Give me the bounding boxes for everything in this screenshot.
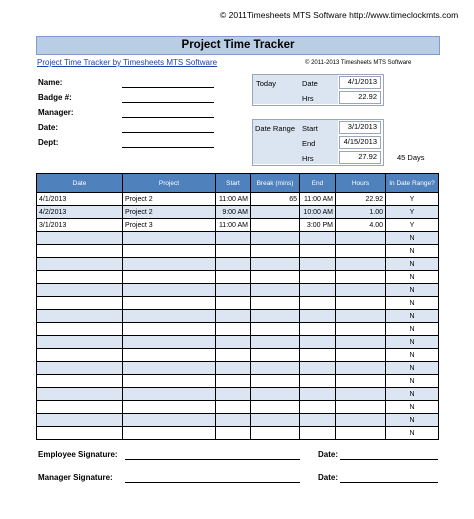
table-cell[interactable]: [216, 310, 251, 323]
table-cell[interactable]: [37, 258, 123, 271]
table-cell[interactable]: [123, 336, 216, 349]
table-cell[interactable]: N: [386, 310, 439, 323]
table-cell[interactable]: [336, 232, 386, 245]
date-field[interactable]: [122, 131, 214, 133]
table-cell[interactable]: [336, 336, 386, 349]
table-cell[interactable]: [251, 401, 300, 414]
manager-label: Manager:: [38, 108, 74, 117]
table-cell[interactable]: [216, 297, 251, 310]
table-cell[interactable]: Project 2: [123, 206, 216, 219]
table-cell[interactable]: Y: [386, 193, 439, 206]
table-cell[interactable]: N: [386, 349, 439, 362]
table-cell[interactable]: [251, 336, 300, 349]
badge-field[interactable]: [122, 101, 214, 103]
employee-date-field[interactable]: [340, 458, 438, 460]
table-cell[interactable]: [251, 297, 300, 310]
table-cell[interactable]: [336, 375, 386, 388]
table-cell[interactable]: [216, 258, 251, 271]
table-cell[interactable]: [251, 375, 300, 388]
table-row: [37, 414, 439, 427]
table-cell[interactable]: [123, 388, 216, 401]
table-cell[interactable]: [216, 232, 251, 245]
table-cell[interactable]: [336, 414, 386, 427]
table-cell[interactable]: [37, 388, 123, 401]
table-row: [37, 362, 439, 375]
table-cell[interactable]: [336, 388, 386, 401]
table-row: [37, 323, 439, 336]
manager-date-label: Date:: [318, 473, 339, 482]
table-cell[interactable]: [216, 271, 251, 284]
table-cell[interactable]: 22.92: [336, 193, 386, 206]
table-cell[interactable]: 9:00 AM: [216, 206, 251, 219]
table-cell[interactable]: [37, 245, 123, 258]
table-cell[interactable]: [336, 297, 386, 310]
table-cell[interactable]: [300, 297, 336, 310]
table-cell[interactable]: [336, 271, 386, 284]
table-cell[interactable]: [216, 323, 251, 336]
column-header: Start: [216, 174, 251, 193]
table-cell[interactable]: [37, 427, 123, 440]
table-row: [37, 193, 439, 206]
table-cell[interactable]: [300, 401, 336, 414]
table-cell[interactable]: [300, 375, 336, 388]
table-row: [37, 388, 439, 401]
table-cell[interactable]: 11:00 AM: [216, 193, 251, 206]
table-cell[interactable]: N: [386, 336, 439, 349]
table-cell[interactable]: [216, 427, 251, 440]
table-cell[interactable]: [123, 232, 216, 245]
table-cell[interactable]: [123, 323, 216, 336]
table-cell[interactable]: N: [386, 414, 439, 427]
table-cell[interactable]: [251, 427, 300, 440]
table-cell[interactable]: [300, 362, 336, 375]
table-cell[interactable]: [123, 297, 216, 310]
table-cell[interactable]: [37, 362, 123, 375]
table-cell[interactable]: [37, 271, 123, 284]
table-cell[interactable]: [336, 349, 386, 362]
table-cell[interactable]: N: [386, 271, 439, 284]
table-cell[interactable]: [123, 349, 216, 362]
badge-label: Badge #:: [38, 93, 72, 102]
table-cell[interactable]: [216, 375, 251, 388]
table-cell[interactable]: [300, 388, 336, 401]
table-cell[interactable]: [37, 297, 123, 310]
table-cell[interactable]: [216, 349, 251, 362]
table-cell[interactable]: 65: [251, 193, 300, 206]
employee-signature-label: Employee Signature:: [38, 450, 118, 459]
table-cell[interactable]: [251, 310, 300, 323]
table-cell[interactable]: N: [386, 258, 439, 271]
copyright-text: © 2011-2013 Timesheets MTS Software: [305, 60, 412, 66]
table-cell[interactable]: [300, 336, 336, 349]
table-cell[interactable]: [37, 414, 123, 427]
table-cell[interactable]: N: [386, 427, 439, 440]
table-cell[interactable]: [37, 284, 123, 297]
table-cell[interactable]: [251, 388, 300, 401]
table-row: [37, 284, 439, 297]
manager-field[interactable]: [122, 116, 214, 118]
table-cell[interactable]: [336, 245, 386, 258]
table-cell[interactable]: N: [386, 362, 439, 375]
table-cell[interactable]: [251, 323, 300, 336]
table-cell[interactable]: [123, 271, 216, 284]
table-row: [37, 232, 439, 245]
table-cell[interactable]: [37, 349, 123, 362]
employee-date-label: Date:: [318, 450, 339, 459]
table-row: [37, 310, 439, 323]
table-cell[interactable]: 10:00 AM: [300, 206, 336, 219]
dept-field[interactable]: [122, 146, 214, 148]
range-start-value: 3/1/2013: [339, 121, 381, 134]
table-cell[interactable]: [251, 219, 300, 232]
range-end-value: 4/15/2013: [339, 136, 381, 149]
table-cell[interactable]: [300, 414, 336, 427]
table-cell[interactable]: [251, 206, 300, 219]
name-field[interactable]: [122, 86, 214, 88]
table-cell[interactable]: Project 2: [123, 193, 216, 206]
column-header: In Date Range?: [386, 174, 439, 193]
table-cell[interactable]: [123, 310, 216, 323]
table-header-row: [37, 174, 439, 193]
column-header: Hours: [336, 174, 386, 193]
table-cell[interactable]: [251, 414, 300, 427]
table-cell[interactable]: [300, 232, 336, 245]
table-cell[interactable]: [300, 245, 336, 258]
table-cell[interactable]: 1.00: [336, 206, 386, 219]
table-cell[interactable]: Y: [386, 219, 439, 232]
table-cell[interactable]: 11:00 AM: [216, 219, 251, 232]
date-label: Date:: [38, 123, 59, 132]
today-date-label: Date: [302, 79, 318, 88]
table-row: [37, 297, 439, 310]
table-row: [37, 206, 439, 219]
table-cell[interactable]: [216, 388, 251, 401]
table-cell[interactable]: [336, 401, 386, 414]
table-cell[interactable]: N: [386, 232, 439, 245]
table-cell[interactable]: [123, 414, 216, 427]
name-label: Name:: [38, 78, 63, 87]
table-cell[interactable]: [251, 349, 300, 362]
table-row: [37, 427, 439, 440]
table-cell[interactable]: [336, 310, 386, 323]
page-title: Project Time Tracker: [36, 36, 440, 55]
dept-label: Dept:: [38, 138, 59, 147]
table-row: [37, 349, 439, 362]
today-hrs-label: Hrs: [302, 94, 314, 103]
range-hrs-value: 27.92: [339, 151, 381, 164]
table-cell[interactable]: [123, 375, 216, 388]
table-row: [37, 245, 439, 258]
table-cell[interactable]: [123, 258, 216, 271]
table-cell[interactable]: [216, 414, 251, 427]
table-row: [37, 375, 439, 388]
table-cell[interactable]: [216, 284, 251, 297]
table-row: [37, 258, 439, 271]
table-cell[interactable]: [336, 284, 386, 297]
today-hrs-value: 22.92: [339, 91, 381, 104]
table-cell[interactable]: [300, 258, 336, 271]
table-cell[interactable]: N: [386, 297, 439, 310]
table-cell[interactable]: [336, 427, 386, 440]
table-cell[interactable]: [300, 323, 336, 336]
table-cell[interactable]: [37, 310, 123, 323]
table-cell[interactable]: [216, 401, 251, 414]
table-cell[interactable]: [336, 258, 386, 271]
manager-signature-field[interactable]: [125, 481, 300, 483]
range-hrs-label: Hrs: [302, 154, 314, 163]
table-cell[interactable]: N: [386, 388, 439, 401]
table-cell[interactable]: N: [386, 245, 439, 258]
table-cell[interactable]: [123, 362, 216, 375]
table-cell[interactable]: [300, 271, 336, 284]
today-label: Today: [256, 79, 277, 88]
table-cell[interactable]: N: [386, 284, 439, 297]
column-header: Break (mins): [251, 174, 300, 193]
table-cell[interactable]: N: [386, 401, 439, 414]
table-cell[interactable]: [123, 284, 216, 297]
table-cell[interactable]: [216, 362, 251, 375]
table-cell[interactable]: [251, 271, 300, 284]
table-cell[interactable]: [251, 245, 300, 258]
table-row: [37, 219, 439, 232]
column-header: Project: [123, 174, 216, 193]
range-days: 45 Days: [397, 153, 425, 162]
table-cell[interactable]: [300, 349, 336, 362]
range-label: Date Range: [255, 124, 296, 133]
table-row: [37, 336, 439, 349]
employee-signature-field[interactable]: [125, 458, 300, 460]
table-cell[interactable]: 4.00: [336, 219, 386, 232]
today-date-value: 4/1/2013: [339, 76, 381, 89]
tracker-link[interactable]: Project Time Tracker by Timesheets MTS Software: [37, 58, 218, 67]
table-cell[interactable]: [251, 258, 300, 271]
table-cell[interactable]: N: [386, 323, 439, 336]
top-credit-text: © 2011Timesheets MTS Software http://www.timeclockmts.com: [220, 10, 459, 20]
table-cell[interactable]: [251, 232, 300, 245]
range-start-label: Start: [302, 124, 318, 133]
table-row: [37, 401, 439, 414]
table-cell[interactable]: 4/2/2013: [37, 206, 123, 219]
table-cell[interactable]: 11:00 AM: [300, 193, 336, 206]
table-cell[interactable]: [300, 427, 336, 440]
table-cell[interactable]: 3/1/2013: [37, 219, 123, 232]
column-header: End: [300, 174, 336, 193]
table-cell[interactable]: [216, 336, 251, 349]
manager-date-field[interactable]: [340, 481, 438, 483]
manager-signature-label: Manager Signature:: [38, 473, 113, 482]
table-cell[interactable]: N: [386, 375, 439, 388]
table-cell[interactable]: [123, 245, 216, 258]
table-cell[interactable]: [37, 232, 123, 245]
table-cell[interactable]: [123, 427, 216, 440]
table-cell[interactable]: Project 3: [123, 219, 216, 232]
table-cell[interactable]: Y: [386, 206, 439, 219]
range-end-label: End: [302, 139, 316, 148]
table-cell[interactable]: [300, 284, 336, 297]
table-cell[interactable]: [123, 401, 216, 414]
table-cell[interactable]: 4/1/2013: [37, 193, 123, 206]
table-cell[interactable]: [251, 284, 300, 297]
table-cell[interactable]: 3:00 PM: [300, 219, 336, 232]
table-cell[interactable]: [37, 401, 123, 414]
table-cell[interactable]: [251, 362, 300, 375]
table-cell[interactable]: [37, 336, 123, 349]
table-cell[interactable]: [37, 375, 123, 388]
column-header: Date: [37, 174, 123, 193]
table-cell[interactable]: [216, 245, 251, 258]
time-table: [36, 173, 439, 440]
table-cell[interactable]: [336, 362, 386, 375]
table-cell[interactable]: [37, 323, 123, 336]
table-row: [37, 271, 439, 284]
table-cell[interactable]: [336, 323, 386, 336]
table-cell[interactable]: [300, 310, 336, 323]
